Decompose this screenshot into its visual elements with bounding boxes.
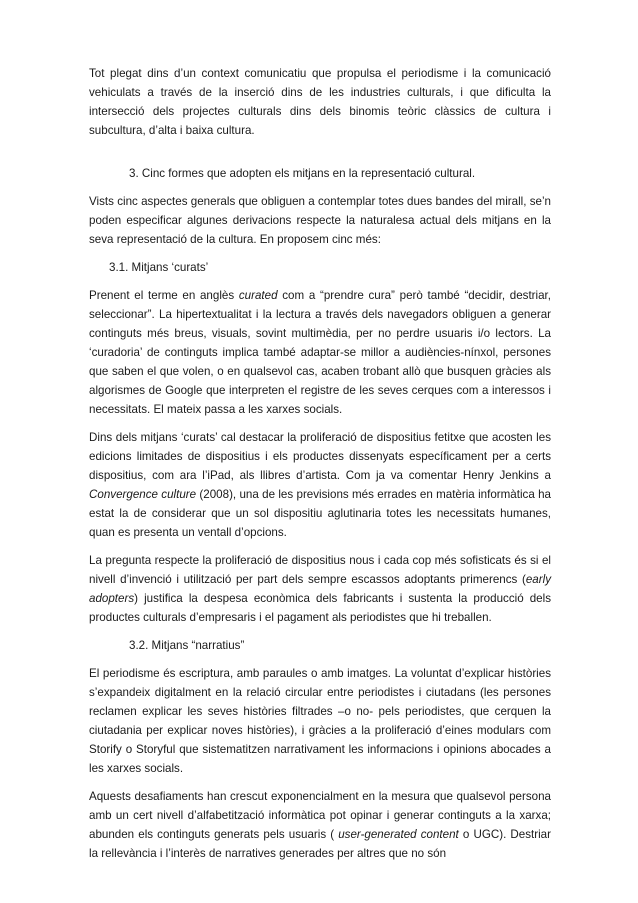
paragraph-vists: Vists cinc aspectes generals que obliguen a contemplar totes dues bandes del mirall, se’n poden especificar algunes derivacions respecte la naturalesa actual dels mitjans en la seva representació de la cultura. En proposem cinc més:	[89, 195, 551, 246]
section-heading-3-2: 3.2. Mitjans “narratius”	[129, 639, 245, 652]
paragraph-prenent-start: Prenent el terme en anglès	[89, 289, 239, 302]
paragraph-prenent	[89, 286, 551, 419]
term-user-generated-content: user-generated content	[338, 828, 459, 841]
paragraph-pregunta-start: La pregunta respecte la proliferació de dispositius nous i cada cop més sofisticats és si el nivell d’invenció i utilització per part dels sempre escassos adoptants primerencs (	[89, 554, 551, 586]
paragraph-aquests-start: Aquests desafiaments han crescut exponencialment en la mesura que qualsevol persona amb un cert nivell d’alfabetització informàtica pot opinar i generar continguts a la xarxa; abunden els continguts generats pels usuaris (	[89, 790, 551, 841]
paragraph-aquests-rest: o UGC). Destriar la rellevància i l’interès de narratives generades per altres que no són	[89, 828, 551, 860]
paragraph-dins	[89, 428, 551, 542]
paragraph-dins-rest: (2008), una de les previsions més errades en matèria informàtica ha estat la de considerar que un sol dispositiu aglutinaria totes les necessitats humanes, quan es presenta un ventall d’opcions.	[89, 488, 551, 539]
paragraph-pregunta-rest: ) justifica la despesa econòmica dels fabricants i sustenta la producció dels productes culturals d’empresaris i el pagament als periodistes que hi treballen.	[89, 592, 551, 624]
section-heading-3: 3. Cinc formes que adopten els mitjans en la representació cultural.	[129, 167, 476, 180]
term-curated: curated	[238, 289, 278, 302]
intro-paragraph: Tot plegat dins d’un context comunicatiu que propulsa el periodisme i la comunicació vehiculats a través de la inserció dins de les industries culturals, i que dificulta la intersecció dels projectes culturals dins dels binomis teòric clàssics de cultura i subcultura, d’alta i baixa cultura.	[89, 67, 551, 137]
paragraph-aquests	[89, 787, 551, 863]
section-heading-3-1: 3.1. Mitjans ‘curats’	[109, 261, 209, 274]
paragraph-pregunta	[89, 551, 551, 627]
text-column	[89, 64, 551, 863]
paragraph-prenent-rest: com a “prendre cura” però també “decidir, destriar, seleccionar”. La hipertextualitat i la lectura a través dels navegadors obliguen a generar continguts més breus, visuals, sovint multimèdia, per no perdre usuaris i/o lectors. La ‘curadoria’ de continguts implica també adaptar-se millor a audiències-nínxol, persones que saben el que volen, o en qualsevol cas, acaben trobant allò que busquen gràcies als algorismes de Google que interpreten el registre de les seves cerques com a interessos i necessitats. El mateix passa a les xarxes socials.	[89, 289, 551, 416]
paragraph-dins-start: Dins dels mitjans ‘curats’ cal destacar la proliferació de dispositius fetitxe que acosten les edicions limitades de dispositius i els productes dissenyats específicament per a certs dispositius, com ara l’iPad, als llibres d’artista. Com ja va comentar Henry Jenkins a	[89, 431, 551, 482]
title-convergence-culture: Convergence culture	[89, 488, 197, 501]
term-early-adopters: early adopters	[89, 573, 551, 605]
paragraph-periodisme: El periodisme és escriptura, amb paraules o amb imatges. La voluntat d’explicar històries s’expandeix digitalment en la relació circular entre periodistes i ciutadans (les persones reclamen explicar les seves històries filtrades –o no- pels periodistes, que cerquen la ciutadania per explicar noves històries), i gràcies a la proliferació d’eines modulars com Storify o Storyful que sistematitzen narrativament les informacions i opinions abocades a les xarxes socials.	[89, 667, 551, 775]
